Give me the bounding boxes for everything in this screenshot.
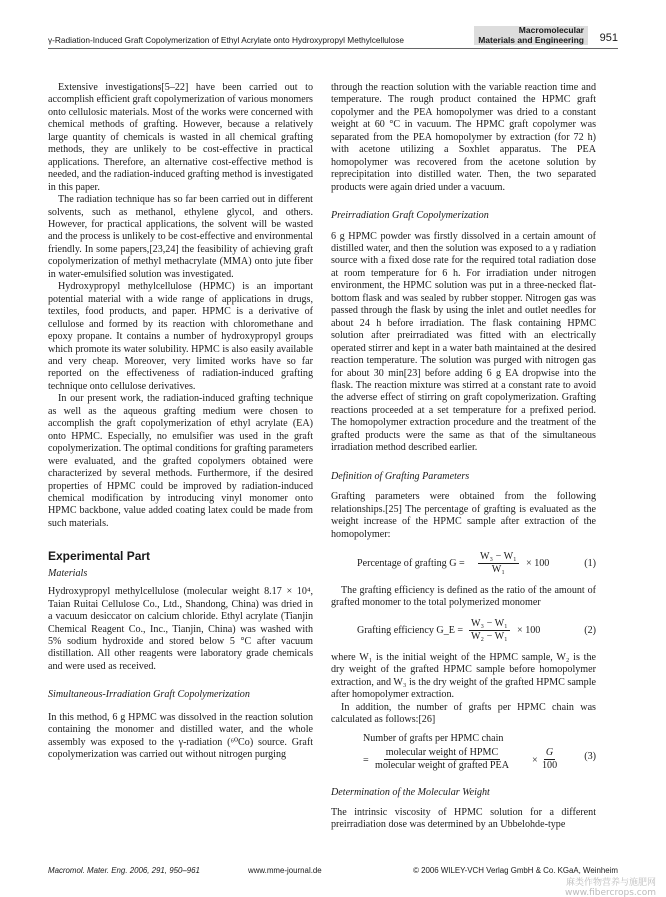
equation-fraction-2	[542, 747, 557, 772]
paragraph: 6 g HPMC powder was firstly dissolved in a certain amount of distilled water, and then the solution was exposed to a γ radiation source with a fixed dose rate for the required total radiation dose at room temperature for 6 h. For irradiation under nitrogen environment, the HPMC solution was put in a three-necked flat-bottom flask and was sealed by rubber stopper. Nitrogen gas was passed through the flask by using the inlet and outlet needles for about 24 h before irradiation. The flask containing HPMC solution after preirradiated was fitted with an electrically operated stirrer and kept in a water bath maintained at the desired reaction temperature. The solution was purged with nitrogen gas for about 30 min[23] before adding 6 g EA dropwise into the flask. The reaction mixture was stirred at a constant rate to avoid the adverse effect of stirring on graft copolymerization. Grafting reactions proceeded at a set temperature for a prefixed period. The homopolymer extraction procedure and the treatment of the grafted products were the same as that of the simultaneous irradiation method described earlier.	[331, 230, 596, 454]
running-title: γ-Radiation-Induced Graft Copolymerization of Ethyl Acrylate onto Hydroxypropyl Methylcellulose	[48, 35, 405, 45]
fraction-denominator: 100	[542, 759, 558, 771]
equation-lhs: Grafting efficiency G_E =	[357, 624, 464, 636]
paragraph: Hydroxypropyl methylcellulose (molecular weight 8.17 × 10⁴, Taian Ruitai Cellulose Co., Ltd., Shandong, China) was dried in a vacuum desiccator on calcium chloride. Ethyl acrylate (Tianjin Chemical Reagent Co., Inc., Tianjin, China) was washed with 5% sodium hydroxide and stored below 5 °C after vacuum distillation. All other reagents were laboratory grade chemicals and were used as received.	[48, 586, 313, 672]
fraction-denominator: W₁	[491, 563, 505, 575]
equation-number: (1)	[584, 557, 596, 569]
fraction-numerator: G	[545, 746, 554, 758]
equation-fraction	[478, 551, 519, 576]
equation-fraction	[469, 618, 510, 643]
equation-tail: × 100	[526, 557, 550, 569]
running-header	[48, 22, 618, 49]
subsection-heading: Materials	[48, 567, 88, 579]
subsection-heading: Simultaneous-Irradiation Graft Copolymerization	[48, 689, 250, 701]
fraction-denominator: molecular weight of grafted PEA	[375, 759, 509, 771]
equation-3	[331, 733, 596, 777]
equation-lhs: Percentage of grafting G =	[357, 557, 465, 569]
watermark-line2: www.fibercrops.com	[565, 888, 656, 897]
footer-citation: Macromol. Mater. Eng. 2006, 291, 950–961	[48, 866, 200, 875]
journal-name-line1: Macromolecular	[518, 25, 584, 35]
paragraph: The radiation technique has so far been carried out in different solvents, such as methanol, ethylene glycol, and others. However, for practical applications, the solvent will be wasted and the process is unlikely to be cost-effective and environmental friendly. In some papers,[23,24] the feasibility of achieving graft copolymerization of methyl methacrylate (MMA) onto jute fiber in water-emulsified solution was investigated.	[48, 194, 313, 280]
equation-lhs: Number of grafts per HPMC chain	[363, 732, 504, 744]
paragraph: Extensive investigations[5–22] have been carried out to accomplish efficient graft copolymerization of various monomers onto cellulosic materials. Most of the works were concerned with chemical methods of grafting. However, because a relatively large quantity of chemicals is wasted in all chemical grafting methods, they are unlikely to be cost-effective in practical applications. Therefore, an alternative cost-effective method is needed, and the radiation-induced grafting method is investigated in this paper.	[48, 82, 313, 193]
equation-2	[331, 618, 596, 644]
journal-name	[474, 26, 588, 45]
fraction-denominator: W₂ − W₁	[471, 630, 508, 642]
subsection-heading: Definition of Grafting Parameters	[331, 470, 470, 482]
paragraph: Grafting parameters were obtained from the following relationships.[25] The percentage of grafting is evaluated as the weight increase of the HPMC sample after extraction of the homopolymer:	[331, 491, 596, 540]
equation-fraction	[375, 747, 509, 772]
section-heading: Experimental Part	[48, 549, 151, 564]
paragraph: through the reaction solution with the variable reaction time and temperature. The rough product contained the HPMC graft copolymer and the PEA homopolymer was dried to a constant weight at 60 °C in vacuum. The HPMC graft copolymer was separated from the PEA homopolymer by extraction (for 72 h) with acetone utilizing a Soxhlet apparatus. The PEA homopolymer was recovered from the acetone solution by reprecipitation into distilled water. Then, the two separated products were again dried under a vacuum.	[331, 82, 596, 193]
equation-tail: × 100	[517, 624, 541, 636]
fraction-numerator: W₃ − W₁	[471, 617, 508, 629]
times-sign: ×	[532, 754, 538, 766]
footer-copyright: © 2006 WILEY-VCH Verlag GmbH & Co. KGaA, Weinheim	[413, 866, 618, 875]
equation-1	[331, 551, 596, 577]
paragraph: Hydroxypropyl methylcellulose (HPMC) is an important potential material with a wide range of applications in drugs, textiles, food products, and paper. HPMC is a derivative of cellulose and formed by its reaction with chloromethane and epoxy propane. It contains a number of hydroxypropyl groups which promote its water solubility. HPMC is also easily available and very cheap. Moreover, very limited works have so far reported on the effectiveness of radiation-induced grafting technique onto cellulose derivatives.	[48, 281, 313, 392]
paragraph: The intrinsic viscosity of HPMC solution for a different preirradiation dose was determined by an Ubbelohde-type	[331, 807, 596, 831]
watermark-line1: 麻类作物营养与施肥网	[565, 878, 656, 888]
subsection-heading: Preirradiation Graft Copolymerization	[331, 210, 489, 222]
subsection-heading: Determination of the Molecular Weight	[331, 786, 490, 798]
right-column	[331, 82, 596, 832]
paragraph: In addition, the number of grafts per HPMC chain was calculated as follows:[26]	[331, 701, 596, 726]
journal-name-line2: Materials and Engineering	[478, 34, 584, 45]
paragraph: In this method, 6 g HPMC was dissolved in the reaction solution containing the monomer and distilled water, and the whole assembly was exposed to the γ-radiation (⁶⁰Co) source. Graft copolymerization was carried out without nitrogen purging	[48, 711, 313, 761]
paragraph: In our present work, the radiation-induced grafting technique as well as the aqueous grafting medium were chosen to accomplish the graft copolymerization of ethyl acrylate (EA) onto HPMC. Especially, no emulsifier was used in the graft copolymerization. The optimal conditions for grafting parameters were evaluated, and the grafted copolymers obtained were characterized by several methods. Furthermore, if the desired properties of HPMC could be improved by radiation-induced chemical modification by introducing vinyl monomer onto HPMC backbone, value added coating latex could be made from such materials.	[48, 393, 313, 529]
equals-sign: =	[363, 754, 369, 766]
page-number: 951	[599, 32, 618, 44]
left-column	[48, 82, 313, 762]
paragraph: The grafting efficiency is defined as the ratio of the amount of grafted monomer to the total polymerized monomer	[331, 584, 596, 609]
footer-url: www.mme-journal.de	[248, 866, 322, 875]
paragraph: where W₁ is the initial weight of the HPMC sample, W₂ is the dry weight of the grafted HPMC sample before homopolymer extraction, and W₃ is the dry weight of the grafted HPMC sample after homopolymer extraction.	[331, 651, 596, 701]
fraction-numerator: W₃ − W₁	[480, 550, 517, 562]
equation-number: (2)	[584, 624, 596, 636]
fraction-numerator: molecular weight of HPMC	[385, 746, 499, 758]
watermark	[565, 878, 656, 897]
equation-number: (3)	[584, 750, 596, 762]
